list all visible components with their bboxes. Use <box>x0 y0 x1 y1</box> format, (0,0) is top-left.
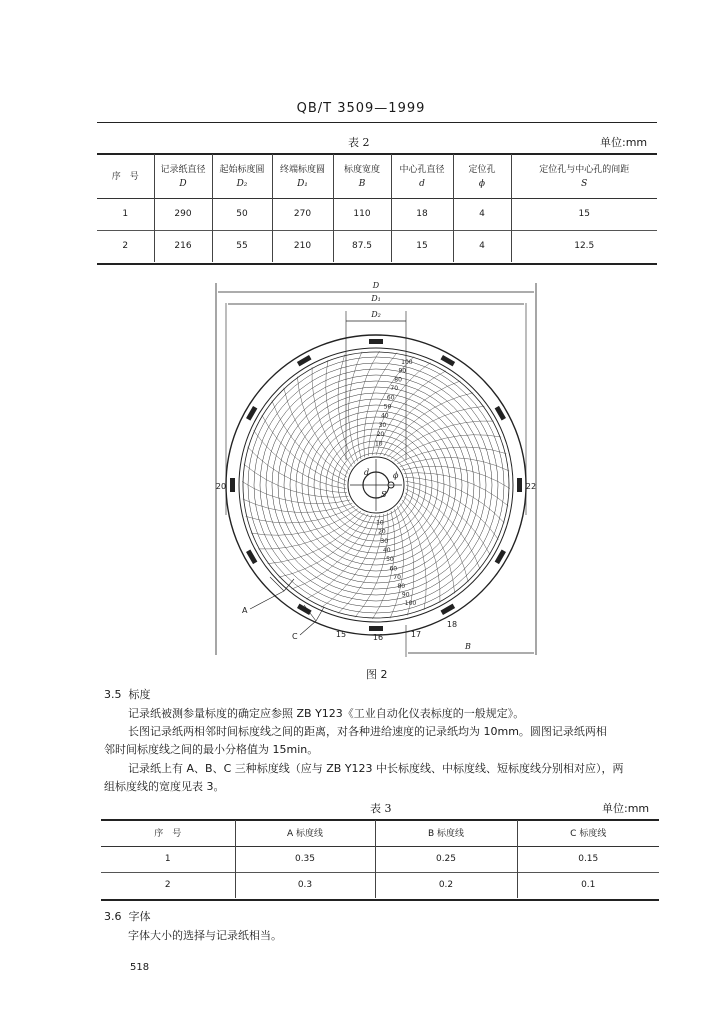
table-cell: 87.5 <box>333 230 391 262</box>
table2 <box>97 154 657 262</box>
table-cell: 1 <box>97 198 154 230</box>
dim-B-label: B <box>465 642 471 651</box>
table-cell: 110 <box>333 198 391 230</box>
table2-col-header: 中心孔直径 d <box>391 154 453 198</box>
table-cell: 2 <box>97 230 154 262</box>
dim-phi-label: ϕ <box>393 471 399 480</box>
ring-block-mark <box>369 339 383 344</box>
table-row <box>101 846 659 872</box>
scale-label: 60 <box>389 565 398 573</box>
scale-label: 80 <box>394 376 402 384</box>
section-heading: 3.6 字体 <box>104 910 151 923</box>
hour-label: 16 <box>372 633 384 642</box>
ring-block-mark <box>230 478 235 492</box>
table-cell: 1 <box>101 846 235 872</box>
header-rule <box>97 122 657 123</box>
scale-label: 40 <box>380 412 389 420</box>
table2-col-header: 记录纸直径 D <box>154 154 212 198</box>
section-paragraph: 组标度线的宽度见表 3。 <box>104 780 225 793</box>
scale-label: 70 <box>393 574 401 582</box>
table2-col-header: 起始标度圆 D₂ <box>212 154 272 198</box>
scale-label: 60 <box>386 394 395 402</box>
table-cell: 0.35 <box>235 846 375 872</box>
table-cell: 210 <box>272 230 333 262</box>
hour-label: 17 <box>410 630 422 639</box>
dim-D1-label: D₁ <box>371 294 381 303</box>
table3 <box>101 820 659 898</box>
table-cell: 270 <box>272 198 333 230</box>
table-cell: 2 <box>101 872 235 898</box>
table2-col-header: 定位孔与中心孔的间距 S <box>539 165 630 190</box>
scale-label: 40 <box>382 547 391 555</box>
section-paragraph: 记录纸上有 A、B、C 三种标度线（应与 ZB Y123 中长标度线、中标度线、短标度线分别相对应），两 <box>128 762 624 775</box>
dim-D-label: D <box>372 281 380 290</box>
scale-label: 20 <box>376 431 385 439</box>
table-cell: 15 <box>578 209 590 219</box>
scale-label: 90 <box>401 591 410 599</box>
table-cell: 12.5 <box>574 241 595 252</box>
table3-caption: 表 3 <box>370 802 392 815</box>
table3-header-row <box>101 820 659 846</box>
table-cell: 216 <box>154 230 212 262</box>
section-paragraph: 邻时间标度线之间的最小分格值为 15min。 <box>104 743 319 756</box>
scale-label: 70 <box>390 385 399 393</box>
table-cell: 55 <box>212 230 272 262</box>
table3-col-header: B 标度线 <box>375 820 517 846</box>
scale-label: 90 <box>398 367 407 375</box>
scale-label: 20 <box>378 528 386 536</box>
table-row <box>97 198 657 230</box>
table3-col-header: 序 号 <box>101 820 235 846</box>
standard-code: QB/T 3509—1999 <box>296 101 426 116</box>
ring-block-mark <box>517 478 522 492</box>
table-cell: 15 <box>391 230 453 262</box>
table-row <box>101 872 659 898</box>
table2-bottom-rule <box>97 263 657 265</box>
table-cell: 4 <box>453 198 511 230</box>
dim-d-label: d <box>364 468 370 477</box>
table3-col-header: A 标度线 <box>235 820 375 846</box>
figure-chart-paper <box>200 275 540 665</box>
table3-col-header: C 标度线 <box>570 829 607 840</box>
dim-D2-label: D₂ <box>371 310 381 319</box>
table2-header-row <box>97 154 657 198</box>
page-number: 518 <box>130 962 150 973</box>
section-paragraph: 长图记录纸两相邻时间标度线之间的距离，对各种进给速度的记录纸均为 10mm。圆图记录纸两相 <box>128 725 607 738</box>
table3-bottom-rule <box>101 899 659 901</box>
table-cell: 4 <box>453 230 511 262</box>
table3-unit: 单位:mm <box>602 802 650 815</box>
table2-col-header: 序 号 <box>97 154 154 198</box>
hour-label: 20 <box>215 482 227 491</box>
table2-col-header: 终端标度圆 D₁ <box>272 154 333 198</box>
table-row <box>97 230 657 262</box>
hour-label: 15 <box>335 630 347 639</box>
table-cell: 0.3 <box>235 872 375 898</box>
callout-C-label: C <box>292 632 298 641</box>
scale-label: 30 <box>380 537 389 545</box>
table-cell: 0.15 <box>578 854 599 864</box>
scale-label: 50 <box>383 403 392 411</box>
table2-col-header: 定位孔 ϕ <box>453 154 511 198</box>
section-paragraph: 记录纸被测参量标度的确定应参照 ZB Y123《工业自动化仪表标度的一般规定》。 <box>128 707 525 720</box>
table-cell: 18 <box>391 198 453 230</box>
scale-label: 100 <box>401 358 413 366</box>
table-cell: 50 <box>212 198 272 230</box>
dim-S-label: S <box>381 490 387 499</box>
hour-label: 22 <box>525 482 537 491</box>
hour-label: 18 <box>446 620 458 629</box>
scale-label: 80 <box>397 583 406 590</box>
scale-label: 10 <box>376 519 384 527</box>
section-paragraph: 字体大小的选择与记录纸相当。 <box>128 929 282 942</box>
scale-label: 30 <box>378 421 387 429</box>
scale-label: 100 <box>404 600 417 608</box>
scale-label: 10 <box>374 440 383 448</box>
table2-unit: 单位:mm <box>600 136 648 149</box>
table2-caption: 表 2 <box>348 136 370 149</box>
table-cell: 0.2 <box>375 872 517 898</box>
table-cell: 0.1 <box>581 880 596 891</box>
callout-A-label: A <box>242 606 248 615</box>
section-heading: 3.5 标度 <box>104 688 151 701</box>
ring-block-mark <box>369 626 383 631</box>
table2-col-header: 标度宽度 B <box>333 154 391 198</box>
scale-label: 50 <box>386 556 394 564</box>
table-cell: 290 <box>154 198 212 230</box>
figure-caption: 图 2 <box>366 668 388 681</box>
table-cell: 0.25 <box>375 846 517 872</box>
